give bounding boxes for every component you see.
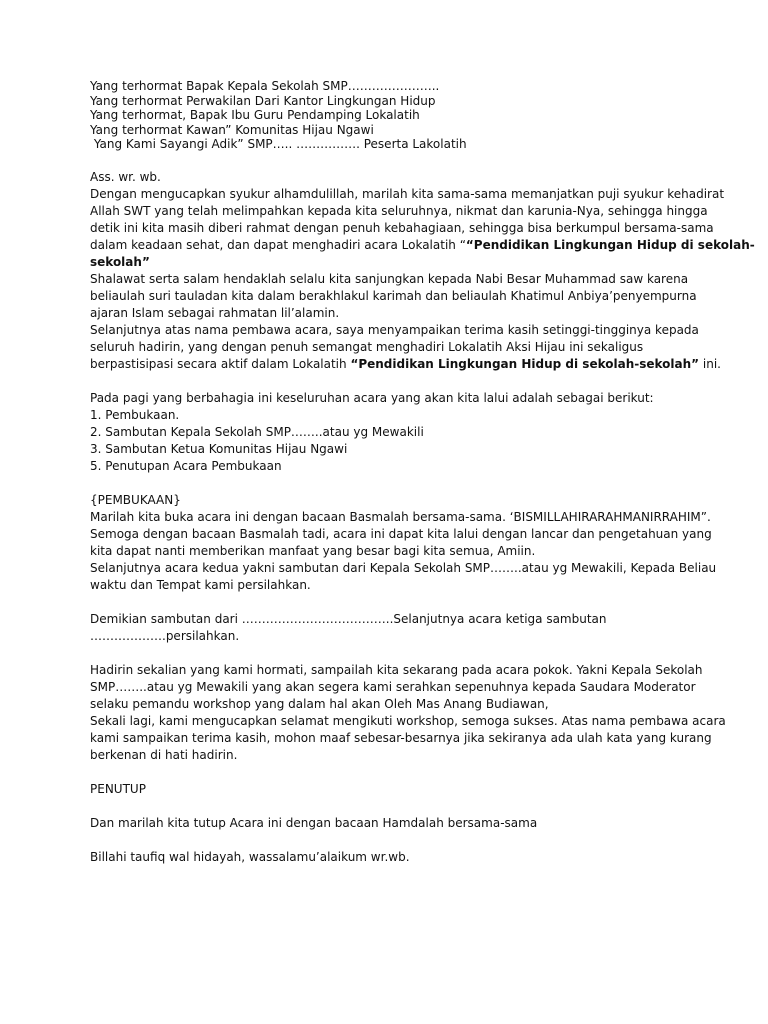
paragraph-line: kita dapat nanti memberikan manfaat yang besar bagi kita semua, Amiin.: [90, 543, 536, 558]
paragraph-line: Shalawat serta salam hendaklah selalu kita sanjungkan kepada Nabi Besar Muhammad saw karena: [90, 271, 689, 286]
participation-text-end: ini.: [699, 356, 721, 371]
paragraph-line: Demikian sambutan dari ………………………………..Selanjutnya acara ketiga sambutan: [90, 611, 607, 626]
salutation-line: Yang terhormat Kawan” Komunitas Hijau Ngawi: [90, 122, 374, 137]
paragraph-line: seluruh hadirin, yang dengan penuh semangat menghadiri Lokalatih Aksi Hijau ini sekaligus: [90, 339, 644, 354]
salutation-line: Yang terhormat Perwakilan Dari Kantor Lingkungan Hidup: [90, 93, 436, 108]
paragraph-line: selaku pemandu workshop yang dalam hal akan Oleh Mas Anang Budiawan,: [90, 696, 549, 711]
salutation-block: [90, 79, 690, 152]
penutup-section: [90, 781, 690, 866]
document-page: [90, 79, 755, 866]
farewell-line: Billahi taufiq wal hidayah, wassalamu’alaikum wr.wb.: [90, 849, 410, 864]
salutation-line: Yang Kami Sayangi Adik” SMP….. ……………. Peserta Lakolatih: [90, 137, 467, 152]
paragraph-line: waktu dan Tempat kami persilahkan.: [90, 577, 311, 592]
demikian-section: [90, 611, 690, 645]
pembukaan-section: [90, 492, 717, 594]
spacer: [90, 764, 690, 781]
closing-line: Dan marilah kita tutup Acara ini dengan bacaan Hamdalah bersama-sama: [90, 815, 538, 830]
paragraph-line: Semoga dengan bacaan Basmalah tadi, acara ini dapat kita lalui dengan lancar dan pengetahuan yang: [90, 526, 712, 541]
paragraph-line: Marilah kita buka acara ini dengan bacaan Basmalah bersama-sama. ‘BISMILLAHIRARAHMANIRRAHIM”.: [90, 509, 711, 524]
agenda-intro: Pada pagi yang berbahagia ini keseluruhan acara yang akan kita lalui adalah sebagai berikut:: [90, 390, 654, 405]
agenda-item: 5. Penutupan Acara Pembukaan: [90, 458, 282, 473]
spacer: [90, 475, 690, 492]
paragraph-line: [90, 237, 755, 254]
agenda-item: 3. Sambutan Ketua Komunitas Hijau Ngawi: [90, 441, 348, 456]
participation-text: berpastisipasi secara aktif dalam Lokalatih: [90, 356, 351, 371]
paragraph-line: Selanjutnya acara kedua yakni sambutan dari Kepala Sekolah SMP……..atau yg Mewakili, Kepada Beliau: [90, 560, 717, 575]
paragraph-line: Allah SWT yang telah melimpahkan kepada kita seluruhnya, nikmat dan karunia-Nya, sehingga hingga: [90, 203, 708, 218]
event-title-bold: “Pendidikan Lingkungan Hidup di sekolah-sekolah”: [350, 356, 700, 371]
section-heading: {PEMBUKAAN}: [90, 492, 181, 507]
spacer: [90, 594, 690, 611]
paragraph-line: ajaran Islam sebagai rahmatan lil’alamin.: [90, 305, 340, 320]
event-intro-text: dalam keadaan sehat, dan dapat menghadiri acara Lokalatih “: [90, 237, 466, 252]
paragraph-line: beliaulah suri tauladan kita dalam berakhlakul karimah dan beliaulah Khatimul Anbiya’penyempurna: [90, 288, 697, 303]
paragraph-line: kami sampaikan terima kasih, mohon maaf sebesar-besarnya jika sekiranya ada ulah kata yang kurang: [90, 730, 712, 745]
paragraph-line: Dengan mengucapkan syukur alhamdulillah, marilah kita sama-sama memanjatkan puji syukur kehadirat: [90, 186, 725, 201]
spacer: [90, 645, 690, 662]
paragraph-line: [90, 356, 721, 373]
spacer: [90, 832, 690, 849]
event-title-bold: sekolah”: [90, 254, 150, 269]
hadirin-section: [90, 662, 726, 764]
agenda-section: [90, 390, 690, 475]
paragraph-line: Selanjutnya atas nama pembawa acara, saya menyampaikan terima kasih setinggi-tingginya kepada: [90, 322, 699, 337]
salutation-line: Yang terhormat Bapak Kepala Sekolah SMP…………………..: [90, 79, 440, 93]
paragraph-line: ……………….persilahkan.: [90, 628, 240, 643]
paragraph-line: detik ini kita masih diberi rahmat dengan penuh kebahagiaan, sehingga bisa berkumpul bersama-sama: [90, 220, 714, 235]
paragraph-line: berkenan di hati hadirin.: [90, 747, 238, 762]
paragraph-line: Sekali lagi, kami mengucapkan selamat mengikuti workshop, semoga sukses. Atas nama pembawa acara: [90, 713, 726, 728]
agenda-item: 2. Sambutan Kepala Sekolah SMP……..atau yg Mewakili: [90, 424, 424, 439]
paragraph-line: SMP……..atau yg Mewakili yang akan segera kami serahkan sepenuhnya kepada Saudara Moderator: [90, 679, 696, 694]
spacer: [90, 798, 690, 815]
opening-section: [90, 169, 755, 373]
agenda-item: 1. Pembukaan.: [90, 407, 180, 422]
spacer: [90, 373, 690, 390]
greeting: Ass. wr. wb.: [90, 169, 161, 184]
spacer: [90, 152, 690, 169]
paragraph-line: Hadirin sekalian yang kami hormati, sampailah kita sekarang pada acara pokok. Yakni Kepala Sekolah: [90, 662, 703, 677]
event-title-bold: “Pendidikan Lingkungan Hidup di sekolah-: [465, 237, 755, 252]
section-heading: PENUTUP: [90, 781, 146, 796]
salutation-line: Yang terhormat, Bapak Ibu Guru Pendamping Lokalatih: [90, 108, 420, 123]
